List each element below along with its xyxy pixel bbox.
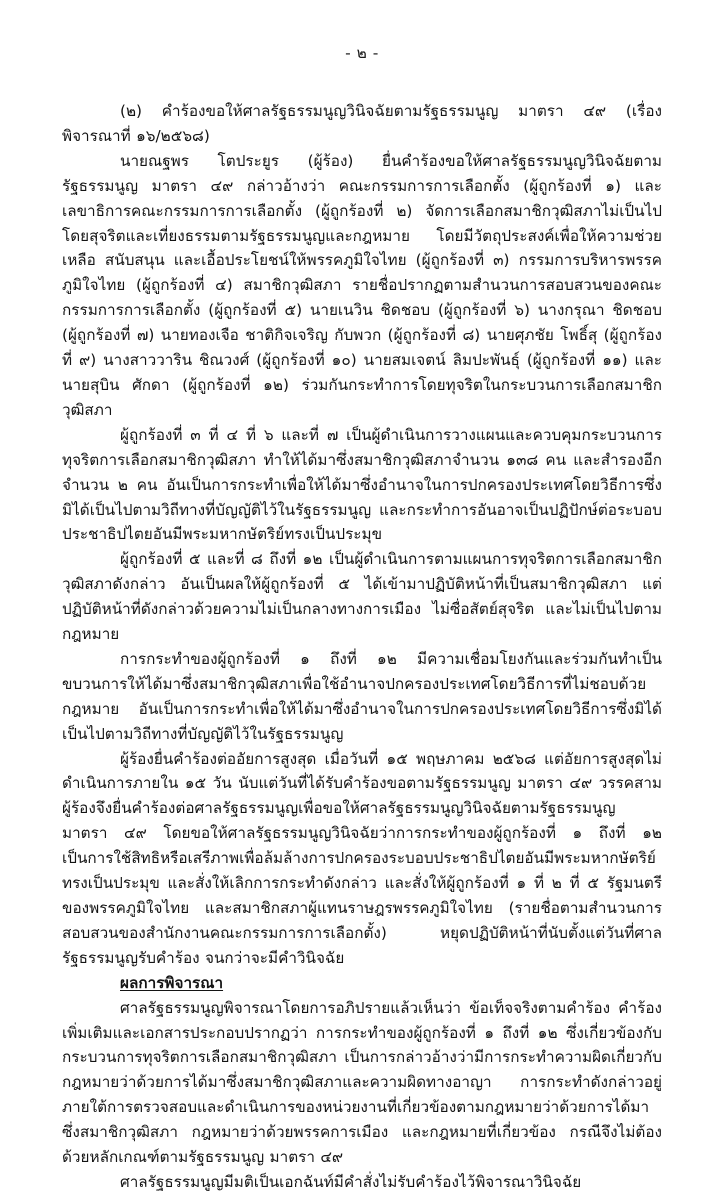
body-paragraph-1: นายณฐพร โตประยูร (ผู้ร้อง) ยื่นคำร้องขอให้ศาลรัฐธรรมนูญวินิจฉัยตามรัฐธรรมนูญ มาตรา ๔๙ กล่าวอ้างว่า คณะกรรมการการเลือกตั้ง (ผู้ถูกร้องที่ ๑) และเลขาธิการคณะกรรมการการเลือกตั้ง (ผู้ถูกร้องที่ ๒) จัดการเลือกสมาชิกวุฒิสภาไม่เป็นไปโดยสุจริตและเที่ยงธรรมตามรัฐธรรมนูญและกฎหมาย โดยมีวัตถุประสงค์เพื่อให้ความช่วยเหลือ สนับสนุน และเอื้อประโยชน์ให้พรรคภูมิใจไทย (ผู้ถูกร้องที่ ๓) กรรมการบริหารพรรคภูมิใจไทย (ผู้ถูกร้องที่ ๔) สมาชิกวุฒิสภา รายชื่อปรากฏตามสำนวนการสอบสวนของคณะกรรมการการเลือกตั้ง (ผู้ถูกร้องที่ ๕) นายเนวิน ชิดชอบ (ผู้ถูกร้องที่ ๖) นางกรุณา ชิดชอบ (ผู้ถูกร้องที่ ๗) นายทองเจือ ชาติกิจเจริญ กับพวก (ผู้ถูกร้องที่ ๘) นายศุภชัย โพธิ์สุ (ผู้ถูกร้องที่ ๙) นางสาววาริน ชิณวงศ์ (ผู้ถูกร้องที่ ๑๐) นายสมเจตน์ ลิมปะพันธุ์ (ผู้ถูกร้องที่ ๑๑) และนายสุบิน ศักดา (ผู้ถูกร้องที่ ๑๒) ร่วมกันกระทำการโดยทุจริตในกระบวนการเลือกสมาชิกวุฒิสภา — [62, 151, 662, 419]
item-heading-paragraph: (๒) คำร้องขอให้ศาลรัฐธรรมนูญวินิจฉัยตามรัฐธรรมนูญ มาตรา ๔๙ (เรื่องพิจารณาที่ ๑๖/๒๕๖๘) — [62, 102, 662, 145]
body-paragraph-4: การกระทำของผู้ถูกร้องที่ ๑ ถึงที่ ๑๒ มีความเชื่อมโยงกันและร่วมกันทำเป็นขบวนการให้ได้มาซึ่งสมาชิกวุฒิสภาเพื่อใช้อำนาจปกครองประเทศโดยวิธีการที่ไม่ชอบด้วยกฎหมาย อันเป็นการกระทำเพื่อให้ได้มาซึ่งอำนาจในการปกครองประเทศโดยวิธีการซึ่งมิได้เป็นไปตามวิถีทางที่บัญญัติไว้ในรัฐธรรมนูญ — [62, 649, 662, 743]
section-heading — [62, 971, 662, 996]
result-paragraph-2: ศาลรัฐธรรมนูญมีมติเป็นเอกฉันท์มีคำสั่งไม่รับคำร้องไว้พิจารณาวินิจฉัย — [120, 1172, 582, 1191]
page-number: - ๒ - — [345, 44, 379, 62]
body-paragraph-5: ผู้ร้องยื่นคำร้องต่ออัยการสูงสุด เมื่อวันที่ ๑๕ พฤษภาคม ๒๕๖๘ แต่อัยการสูงสุดไม่ดำเนินการภายใน ๑๕ วัน นับแต่วันที่ได้รับคำร้องขอตามรัฐธรรมนูญ มาตรา ๔๙ วรรคสาม ผู้ร้องจึงยื่นคำร้องต่อศาลรัฐธรรมนูญเพื่อขอให้ศาลรัฐธรรมนูญวินิจฉัยตามรัฐธรรมนูญ มาตรา ๔๙ โดยขอให้ศาลรัฐธรรมนูญวินิจฉัยว่าการกระทำของผู้ถูกร้องที่ ๑ ถึงที่ ๑๒ เป็นการใช้สิทธิหรือเสรีภาพเพื่อล้มล้างการปกครองระบอบประชาธิปไตยอันมีพระมหากษัตริย์ทรงเป็นประมุข และสั่งให้เลิกการกระทำดังกล่าว และสั่งให้ผู้ถูกร้องที่ ๑ ที่ ๒ ที่ ๕ รัฐมนตรีของพรรคภูมิใจไทย และสมาชิกสภาผู้แทนราษฎรพรรคภูมิใจไทย (รายชื่อตามสำนวนการสอบสวนของสำนักงานคณะกรรมการการเลือกตั้ง) หยุดปฏิบัติหน้าที่นับตั้งแต่วันที่ศาลรัฐธรรมนูญรับคำร้อง จนกว่าจะมีคำวินิจฉัย — [62, 749, 662, 967]
body-paragraph-2: ผู้ถูกร้องที่ ๓ ที่ ๔ ที่ ๖ และที่ ๗ เป็นผู้ดำเนินการวางแผนและควบคุมกระบวนการทุจริตการเลือกสมาชิกวุฒิสภา ทำให้ได้มาซึ่งสมาชิกวุฒิสภาจำนวน ๑๓๘ คน และสำรองอีก จำนวน ๒ คน อันเป็นการกระทำเพื่อให้ได้มาซึ่งอำนาจในการปกครองประเทศโดยวิธีการซึ่งมิได้เป็นไปตามวิถีทางที่บัญญัติไว้ในรัฐธรรมนูญ และกระทำการอันอาจเป็นปฏิปักษ์ต่อระบอบประชาธิปไตยอันมีพระมหากษัตริย์ทรงเป็นประมุข — [62, 425, 662, 544]
section-heading-text: ผลการพิจารณา — [120, 973, 224, 992]
result-paragraph-1: ศาลรัฐธรรมนูญพิจารณาโดยการอภิปรายแล้วเห็นว่า ข้อเท็จจริงตามคำร้อง คำร้องเพิ่มเติมและเอกสารประกอบปรากฏว่า การกระทำของผู้ถูกร้องที่ ๑ ถึงที่ ๑๒ ซึ่งเกี่ยวข้องกับกระบวนการทุจริตการเลือกสมาชิกวุฒิสภา เป็นการกล่าวอ้างว่ามีการกระทำความผิดเกี่ยวกับกฎหมายว่าด้วยการได้มาซึ่งสมาชิกวุฒิสภาและความผิดทางอาญา การกระทำดังกล่าวอยู่ภายใต้การตรวจสอบและดำเนินการของหน่วยงานที่เกี่ยวข้องตามกฎหมายว่าด้วยการได้มาซึ่งสมาชิกวุฒิสภา กฎหมายว่าด้วยพรรคการเมือง และกฎหมายที่เกี่ยวข้อง กรณีจึงไม่ต้องด้วยหลักเกณฑ์ตามรัฐธรรมนูญ มาตรา ๔๙ — [62, 998, 662, 1167]
body-paragraph-3: ผู้ถูกร้องที่ ๕ และที่ ๘ ถึงที่ ๑๒ เป็นผู้ดำเนินการตามแผนการทุจริตการเลือกสมาชิกวุฒิสภาดังกล่าว อันเป็นผลให้ผู้ถูกร้องที่ ๕ ได้เข้ามาปฏิบัติหน้าที่เป็นสมาชิกวุฒิสภา แต่ปฏิบัติหน้าที่ดังกล่าวด้วยความไม่เป็นกลางทางการเมือง ไม่ซื่อสัตย์สุจริต และไม่เป็นไปตามกฎหมาย — [62, 550, 662, 644]
document-body — [62, 99, 662, 1195]
